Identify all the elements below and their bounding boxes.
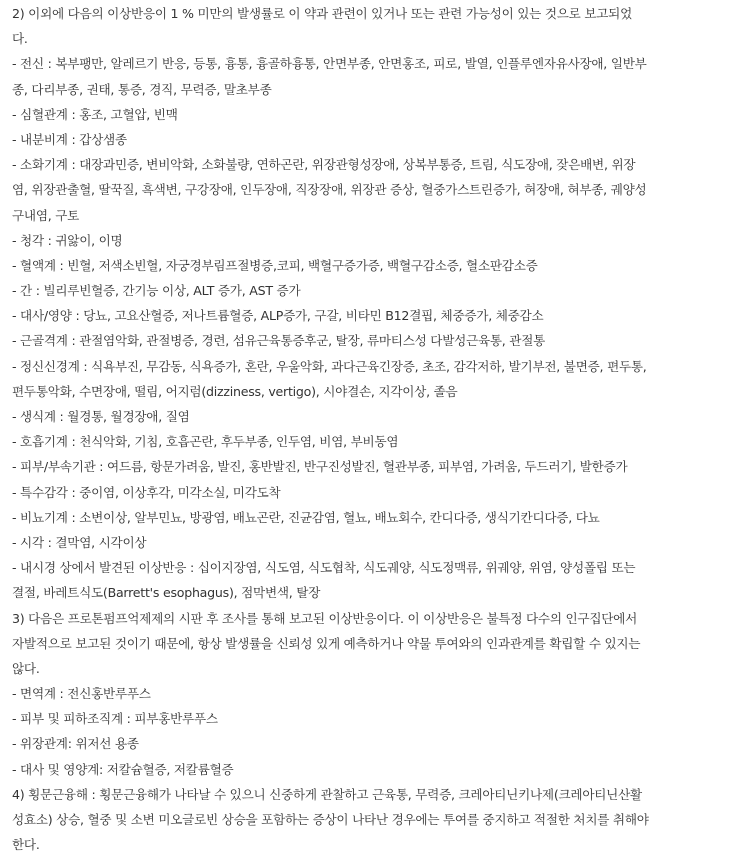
text-line: 2) 이외에 다음의 이상반응이 1 % 미만의 발생률로 이 약과 관련이 있거나 또는 관련 가능성이 있는 것으로 보고되었 [12,6,632,21]
text-line: 성효소) 상승, 혈중 및 소변 미오글로빈 상승을 포함하는 증상이 나타난 경우에는 투여를 중지하고 적절한 처치를 취해야 [12,812,649,827]
text-line: 한다. [12,837,40,853]
text-line: 염, 위장관출혈, 딸꾹질, 흑색변, 구강장애, 인두장애, 직장장애, 위장관 증상, 혈중가스트린증가, 혀장애, 혀부종, 궤양성 [12,182,647,198]
text-line: 않다. [12,660,40,676]
text-line: - 대사/영양 : 당뇨, 고요산혈증, 저나트륨혈증, ALP증가, 구갈, 비타민 B12결핍, 체중증가, 체중감소 [12,308,544,324]
text-line: - 심혈관계 : 홍조, 고혈압, 빈맥 [12,106,178,122]
text-line: - 정신신경계 : 식욕부진, 무감동, 식욕증가, 혼란, 우울악화, 과다근육긴장증, 초조, 감각저하, 발기부전, 불면증, 편두통, [12,358,647,374]
text-line: 구내염, 구토 [12,207,80,223]
text-line: - 호흡기계 : 천식악화, 기침, 호흡곤란, 후두부종, 인두염, 비염, 부비동염 [12,434,399,450]
text-line: - 전신 : 복부팽만, 알레르기 반응, 등통, 흉통, 흉골하흉통, 안면부종, 안면홍조, 피로, 발열, 인플루엔자유사장애, 일반부 [12,56,647,72]
text-line: - 비뇨기계 : 소변이상, 알부민뇨, 방광염, 배뇨곤란, 진균감염, 혈뇨, 배뇨회수, 칸디다증, 생식기칸디다증, 다뇨 [12,509,600,525]
text-line: - 내분비계 : 갑상샘종 [12,131,127,147]
text-line: - 대사 및 영양계: 저칼슘혈증, 저칼륨혈증 [12,761,234,777]
text-line: 4) 횡문근융해 : 횡문근융해가 나타날 수 있으니 신중하게 관찰하고 근육통, 무력증, 크레아티닌키나제(크레아티닌산활 [12,786,642,802]
text-line: - 위장관계: 위저선 용종 [12,736,139,752]
text-line: 결절, 바레트식도(Barrett's esophagus), 점막변색, 탈장 [12,585,321,601]
text-line: 편두통악화, 수면장애, 떨림, 어지럼(dizziness, vertigo), 시야결손, 지각이상, 졸음 [12,383,458,399]
text-line: - 혈액계 : 빈혈, 저색소빈혈, 자궁경부림프절병증,코피, 백혈구증가증, 백혈구감소증, 혈소판감소증 [12,257,538,273]
text-line: - 청각 : 귀앓이, 이명 [12,232,123,248]
text-line: 3) 다음은 프로톤펌프억제제의 시판 후 조사를 통해 보고된 이상반응이다. 이 이상반응은 불특정 다수의 인구집단에서 [12,610,638,626]
text-line: - 특수감각 : 중이염, 이상후각, 미각소실, 미각도착 [12,484,281,500]
text-line: - 면역계 : 전신홍반루푸스 [12,686,151,702]
text-line: - 내시경 상에서 발견된 이상반응 : 십이지장염, 식도염, 식도협착, 식도궤양, 식도정맥류, 위궤양, 위염, 양성폴립 또는 [12,560,636,576]
text-line: 자발적으로 보고된 것이기 때문에, 항상 발생률을 신뢰성 있게 예측하거나 약물 투여와의 인과관계를 확립할 수 있지는 [12,635,641,651]
text-line: - 간 : 빌리루빈혈증, 간기능 이상, ALT 증가, AST 증가 [12,283,301,299]
text-line: - 근골격계 : 관절염악화, 관절병증, 경련, 섬유근육통증후군, 탈장, 류마티스성 다발성근육통, 관절통 [12,333,546,349]
text-line: - 시각 : 결막염, 시각이상 [12,534,147,550]
text-line: 다. [12,31,28,47]
text-line: - 소화기계 : 대장과민증, 변비악화, 소화불량, 연하곤란, 위장관형성장애, 상복부통증, 트림, 식도장애, 잦은배변, 위장 [12,157,636,173]
text-line: - 피부/부속기관 : 여드름, 항문가려움, 발진, 홍반발진, 반구진성발진, 혈관부종, 피부염, 가려움, 두드러기, 발한증가 [12,459,628,475]
text-line: - 피부 및 피하조직계 : 피부홍반루푸스 [12,711,218,727]
text-line: - 생식계 : 월경통, 월경장애, 질염 [12,409,190,424]
text-line: 종, 다리부종, 권태, 통증, 경직, 무력증, 말초부종 [12,81,272,97]
